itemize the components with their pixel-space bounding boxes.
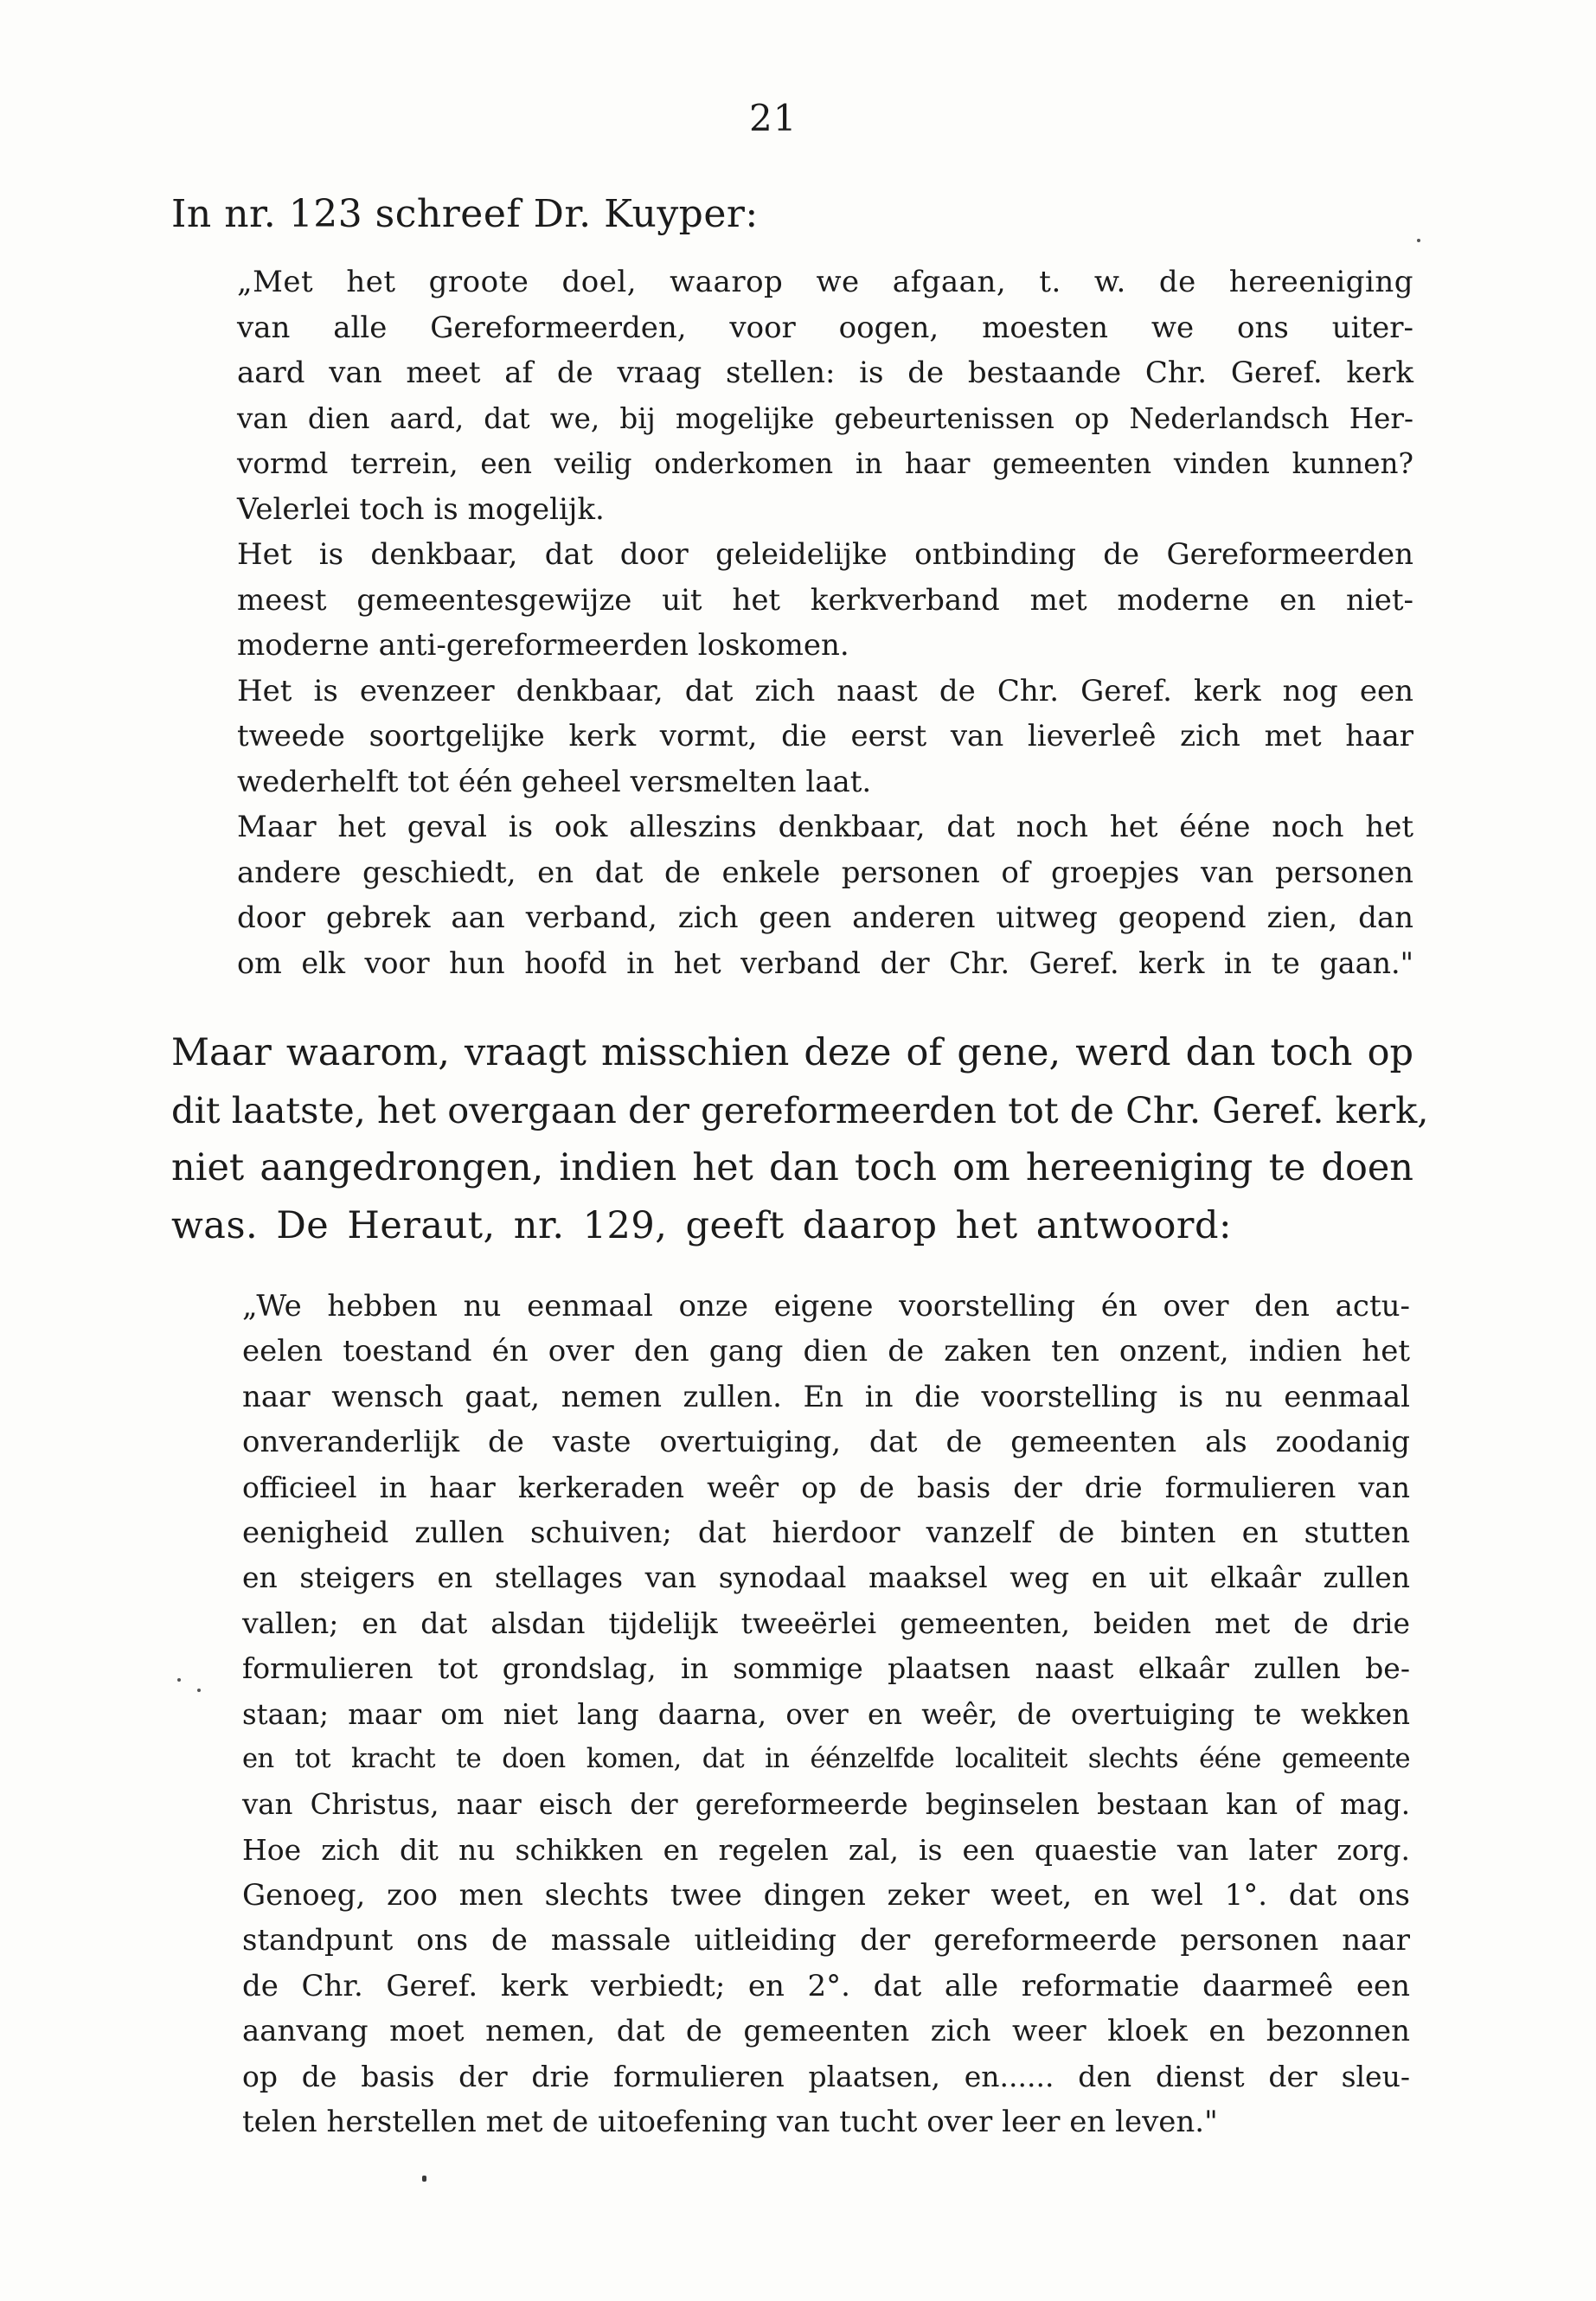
quote2-line: Genoeg, zoo men slechts twee dingen zeker weet, en wel 1°. dat ons [242,1878,1410,1913]
quote1-line: Maar het geval is ook alleszins denkbaar, dat noch het ééne noch het [237,810,1413,844]
quote2-line: eelen toestand én over den gang dien de zaken ten onzent, indien het [242,1334,1410,1369]
body-line: Maar waarom, vraagt misschien deze of gene, werd dan toch op [171,1031,1413,1074]
quote1-line: aard van meet af de vraag stellen: is de bestaande Chr. Geref. kerk [237,356,1413,390]
quote2-line: telen herstellen met de uitoefening van tucht over leer en leven." [242,2105,1218,2140]
quote1-line: van dien aard, dat we, bij mogelijke gebeurtenissen op Nederlandsch Her- [237,401,1413,435]
quote2-line: standpunt ons de massale uitleiding der gereformeerde personen naar [242,1923,1410,1958]
quote2-line: officieel in haar kerkeraden weêr op de basis der drie formulieren van [242,1470,1410,1504]
quote1-line: meest gemeentesgewijze uit het kerkverband met moderne en niet- [237,582,1413,618]
quote2-line: en steigers en stellages van synodaal maaksel weg en uit elkaâr zullen [242,1561,1410,1595]
body-line: niet aangedrongen, indien het dan toch om hereeniging te doen [171,1146,1413,1189]
quote2-line: naar wensch gaat, nemen zullen. En in die voorstelling is nu eenmaal [242,1379,1410,1414]
body-paragraph [171,1024,1429,1254]
quote-block-1 [237,260,1413,986]
quote1-line: andere geschiedt, en dat de enkele personen of groepjes van personen [237,855,1413,890]
quote1-line: door gebrek aan verband, zich geen anderen uitweg geopend zien, dan [237,901,1413,935]
quote1-line: Het is denkbaar, dat door geleidelijke ontbinding de Gereformeerden [237,537,1413,572]
quote2-line: staan; maar om niet lang daarna, over en weêr, de overtuiging te wekken [242,1697,1410,1731]
quote2-line: vallen; en dat alsdan tijdelijk tweeërlei gemeenten, beiden met de drie [242,1606,1410,1640]
quote2-line: en tot kracht te doen komen, dat in éénzelfde localiteit slechts ééne gemeente [242,1743,1410,1774]
ink-speck [177,1678,181,1682]
ink-dot [422,2176,426,2182]
body-line: was. De Heraut, nr. 129, geeft daarop het antwoord: [171,1203,1232,1247]
quote2-line: „We hebben nu eenmaal onze eigene voorstelling én over den actu- [242,1289,1410,1324]
page-number: 21 [749,97,798,139]
quote1-line: moderne anti-gereformeerden loskomen. [237,628,849,663]
quote2-line: eenigheid zullen schuiven; dat hierdoor vanzelf de binten en stutten [242,1515,1410,1550]
quote2-line: Hoe zich dit nu schikken en regelen zal, is een quaestie van later zorg. [242,1832,1410,1867]
quote1-line: Het is evenzeer denkbaar, dat zich naast de Chr. Geref. kerk nog een [237,673,1413,708]
quote2-line: formulieren tot grondslag, in sommige plaatsen naast elkaâr zullen be- [242,1651,1410,1686]
quote1-line: wederhelft tot één geheel versmelten laat. [237,764,872,799]
quote1-line: vormd terrein, een veilig onderkomen in haar gemeenten vinden kunnen? [237,447,1413,480]
quote2-line: de Chr. Geref. kerk verbiedt; en 2°. dat alle reformatie daarmeê een [242,1968,1410,2003]
quote1-line: Velerlei toch is mogelijk. [237,491,605,527]
quote1-line: „Met het groote doel, waarop we afgaan, t. w. de hereeniging [237,265,1413,299]
quote2-line: op de basis der drie formulieren plaatsen, en...... den dienst der sleu- [242,2059,1410,2093]
body-line: dit laatste, het overgaan der gereformeerden tot de Chr. Geref. kerk, [171,1088,1429,1131]
quote-block-2 [242,1284,1410,2144]
intro-line: In nr. 123 schreef Dr. Kuyper: [171,192,759,236]
quote1-line: van alle Gereformeerden, voor oogen, moesten we ons uiter- [237,310,1413,345]
quote2-line: aanvang moet nemen, dat de gemeenten zich weer kloek en bezonnen [242,2014,1410,2049]
quote2-line: van Christus, naar eisch der gereformeerde beginselen bestaan kan of mag. [242,1788,1410,1822]
ink-speck [197,1689,201,1692]
quote1-line: om elk voor hun hoofd in het verband der Chr. Geref. kerk in te gaan." [237,945,1413,980]
ink-speck [1417,239,1420,242]
quote2-line: onveranderlijk de vaste overtuiging, dat de gemeenten als zoodanig [242,1425,1410,1460]
quote1-line: tweede soortgelijke kerk vormt, die eerst van lieverleê zich met haar [237,719,1413,753]
